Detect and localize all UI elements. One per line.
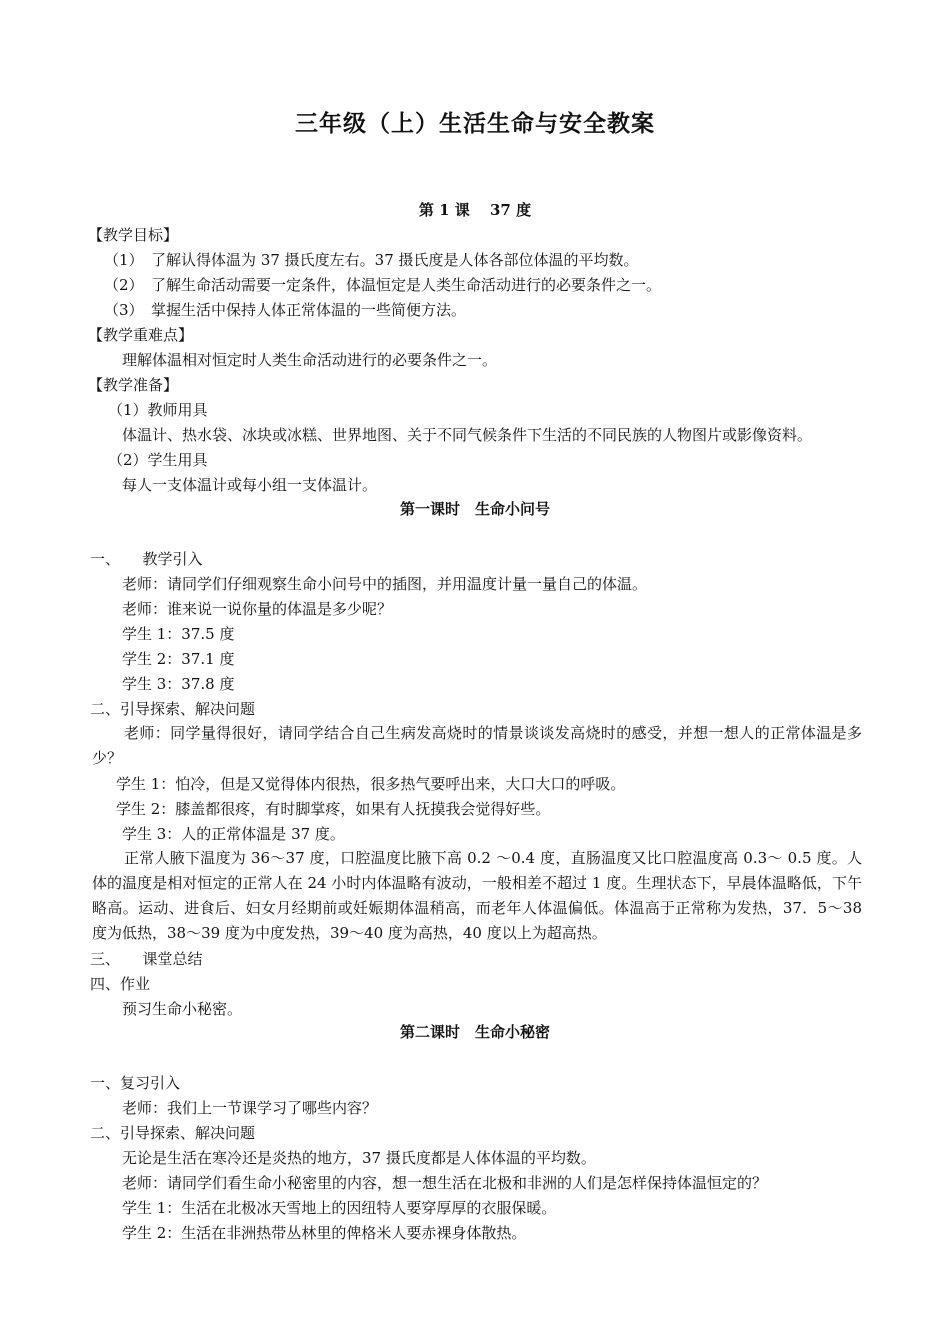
key-points-label: 【教学重难点】 (88, 326, 194, 344)
teacher-tools-label: （1）教师用具 (108, 401, 208, 419)
section-heading: 二、引导探索、解决问题 (90, 700, 256, 718)
dialogue-line: 学生 1：生活在北极冰天雪地上的因纽特人要穿厚厚的衣服保暖。 (122, 1199, 557, 1217)
period-heading: 第二课时 生命小秘密 (399, 1023, 550, 1041)
preparation-label: 【教学准备】 (88, 376, 179, 394)
body-temperature-paragraph: 正常人腋下温度为 36～37 度，口腔温度比腋下高 0.2 ～0.4 度，直肠温度又比口腔温度高 0.3～ 0.5 度。人体的温度是相对恒定的正常人在 24 小时内体温略有波动，一般相差不超过 1 度。生理状态下，早晨体温略低，下午略高。运动、进食后、妇女月经期前或妊娠期体温稍高，而老年人体温偏低。体温高于正常称为发热，37．5～38 度为低热，38～39 度为中度发热，39～40 度为高热，40 度以上为超高热。 (92, 849, 862, 942)
lesson-heading: 第 1 课 37 度 (418, 201, 532, 219)
teacher-tools-text: 体温计、热水袋、冰块或冰糕、世界地图、关于不同气候条件下生活的不同民族的人物图片或影像资料。 (122, 426, 813, 444)
body-line: 无论是生活在寒冷还是炎热的地方，37 摄氏度都是人体体温的平均数。 (122, 1149, 596, 1167)
section-heading: 三、 课堂总结 (90, 950, 203, 968)
dialogue-line: 学生 2：膝盖都很疼，有时脚掌疼，如果有人抚摸我会觉得好些。 (116, 800, 551, 818)
section-heading: 一、 教学引入 (90, 550, 203, 568)
objective-item: （2） 了解生命活动需要一定条件，体温恒定是人类生命活动进行的必要条件之一。 (104, 276, 662, 294)
period-heading: 第一课时 生命小问号 (399, 500, 550, 518)
student-tools-text: 每人一支体温计或每小组一支体温计。 (122, 476, 378, 494)
dialogue-line: 老师：谁来说一说你量的体温是多少呢？ (122, 600, 393, 618)
teacher-question-paragraph: 老师：同学量得很好，请同学结合自己生病发高烧时的情景谈谈发高烧时的感受，并想一想人的正常体温是多少？ (92, 724, 862, 767)
dialogue-line: 老师：请同学们看生命小秘密里的内容，想一想生活在北极和非洲的人们是怎样保持体温恒定的？ (122, 1174, 768, 1192)
dialogue-line: 学生 3：人的正常体温是 37 度。 (122, 825, 345, 843)
key-points-text: 理解体温相对恒定时人类生命活动进行的必要条件之一。 (122, 351, 498, 369)
student-tools-label: （2）学生用具 (108, 451, 208, 469)
dialogue-line: 学生 2：生活在非洲热带丛林里的俾格米人要赤裸身体散热。 (122, 1224, 527, 1242)
document-title: 三年级（上）生活生命与安全教案 (295, 110, 655, 137)
dialogue-line: 老师：请同学们仔细观察生命小问号中的插图，并用温度计量一量自己的体温。 (122, 575, 648, 593)
dialogue-line: 老师：我们上一节课学习了哪些内容？ (122, 1099, 378, 1117)
dialogue-line: 学生 1：怕冷，但是又觉得体内很热，很多热气要呼出来，大口大口的呼吸。 (116, 775, 626, 793)
dialogue-line: 学生 2：37.1 度 (122, 650, 235, 668)
section-heading: 一、复习引入 (90, 1074, 181, 1092)
objectives-label: 【教学目标】 (88, 226, 179, 244)
objective-item: （3） 掌握生活中保持人体正常体温的一些简便方法。 (104, 301, 467, 319)
dialogue-line: 学生 3：37.8 度 (122, 675, 235, 693)
homework-text: 预习生命小秘密。 (122, 1000, 243, 1018)
dialogue-line: 学生 1：37.5 度 (122, 625, 235, 643)
section-heading: 二、引导探索、解决问题 (90, 1124, 256, 1142)
section-heading: 四、作业 (90, 975, 151, 993)
objective-item: （1） 了解认得体温为 37 摄氏度左右。37 摄氏度是人体各部位体温的平均数。 (104, 251, 639, 269)
